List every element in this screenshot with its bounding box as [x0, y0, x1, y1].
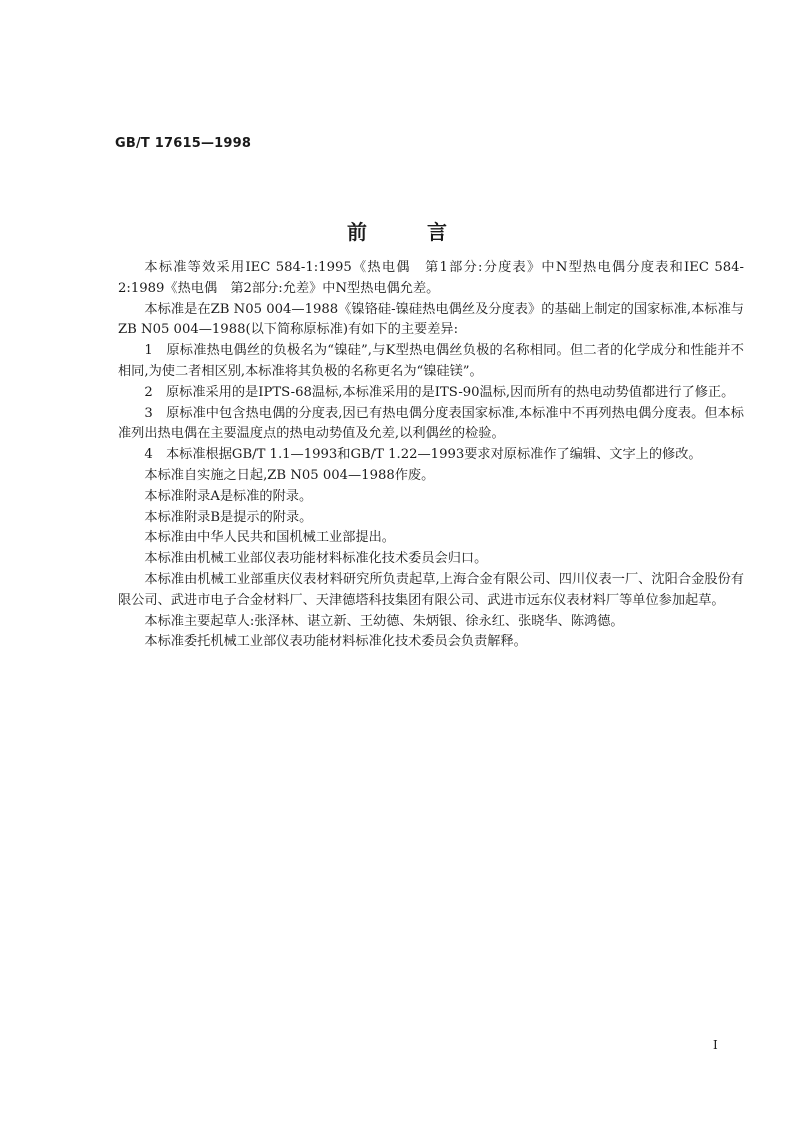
paragraph: 本标准由中华人民共和国机械工业部提出。: [144, 530, 395, 546]
page-number: I: [713, 1038, 718, 1052]
paragraph: 本标准自实施之日起,ZB N05 004—1988作废。: [144, 467, 435, 483]
paragraph: 本标准附录A是标准的附录。: [144, 488, 313, 504]
page-title: [0, 216, 794, 245]
paragraph: 4 本标准根据GB/T 1.1—1993和GB/T 1.22—1993要求对原标准作了编辑、文字上的修改。: [144, 447, 702, 463]
paragraph: 本标准主要起草人:张泽林、谌立新、王幼德、朱炳银、徐永红、张晓华、陈鸿德。: [144, 613, 624, 629]
paragraph: 本标准由机械工业部重庆仪表材料研究所负责起草,上海合金有限公司、四川仪表一厂、沈阳合金股份有限公司、武进市电子合金材料厂、天津德塔科技集团有限公司、武进市远东仪表材料厂等单位参加起草。: [118, 571, 744, 608]
foreword-body: [118, 258, 744, 653]
paragraph: 3 原标准中包含热电偶的分度表,因已有热电偶分度表国家标准,本标准中不再列热电偶分度表。但本标准列出热电偶在主要温度点的热电动势值及允差,以利偶丝的检验。: [118, 405, 744, 442]
paragraph: 本标准等效采用IEC 584-1:1995《热电偶 第1部分:分度表》中N型热电偶分度表和IEC 584-2:1989《热电偶 第2部分:允差》中N型热电偶允差。: [118, 260, 744, 296]
paragraph: 本标准委托机械工业部仪表功能材料标准化技术委员会负责解释。: [144, 634, 527, 650]
title-char-1: 前: [347, 220, 367, 244]
standard-code: GB/T 17615—1998: [115, 136, 252, 151]
paragraph: 本标准由机械工业部仪表功能材料标准化技术委员会归口。: [144, 551, 488, 567]
paragraph: 1 原标准热电偶丝的负极名为“镍硅”,与K型热电偶丝负极的名称相同。但二者的化学成分和性能并不相同,为使二者相区别,本标准将其负极的名称更名为“镍硅镁”。: [118, 343, 744, 379]
paragraph: 本标准附录B是提示的附录。: [144, 509, 313, 525]
paragraph: 本标准是在ZB N05 004—1988《镍铬硅-镍硅热电偶丝及分度表》的基础上制定的国家标准,本标准与ZB N05 004—1988(以下简称原标准)有如下的主要差异:: [118, 301, 744, 338]
paragraph: 2 原标准采用的是IPTS-68温标,本标准采用的是ITS-90温标,因而所有的热电动势值都进行了修正。: [144, 384, 735, 400]
title-char-2: 言: [427, 220, 447, 244]
